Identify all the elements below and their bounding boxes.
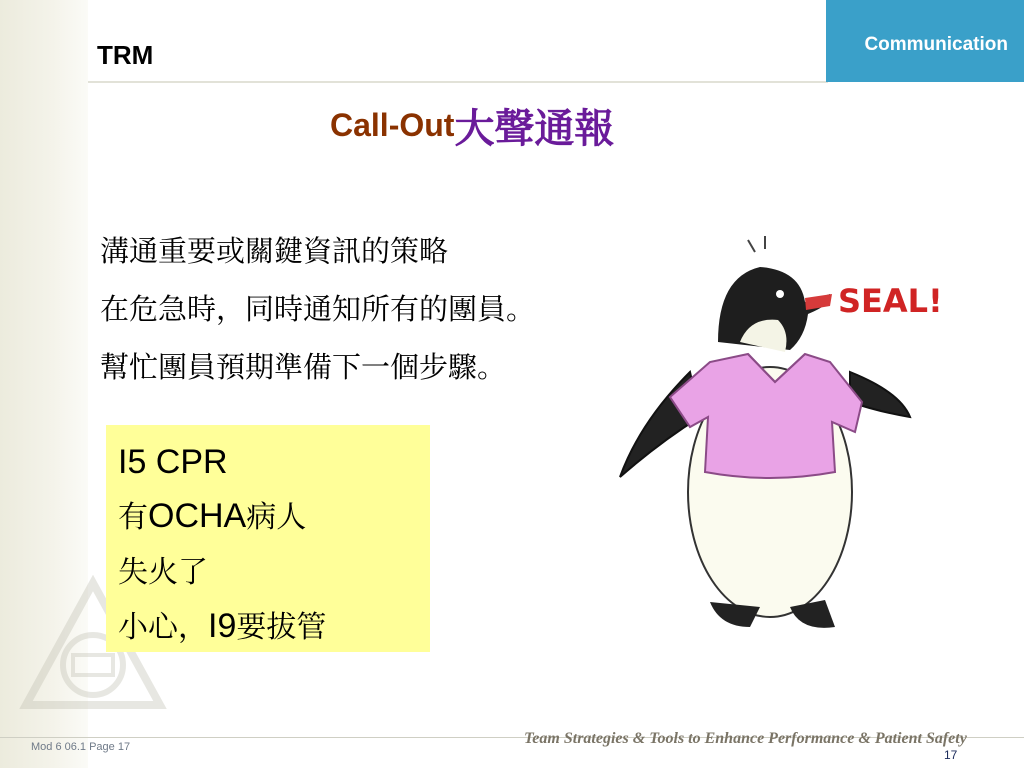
- example-text: I9: [208, 607, 237, 645]
- org-label: TRM: [97, 40, 154, 70]
- bullet-item: 溝通重要或關鍵資訊的策略: [100, 234, 449, 268]
- bullet-item: 幫忙團員預期準備下一個步驟。: [100, 350, 507, 384]
- speech-text: SEAL!: [838, 282, 943, 320]
- example-text: 小心，: [118, 610, 208, 645]
- page-number: 17: [944, 748, 958, 762]
- example-line: [118, 599, 430, 654]
- example-text: OCHA: [148, 497, 247, 535]
- header-divider: [88, 81, 828, 83]
- example-text: 失火了: [118, 555, 208, 590]
- section-tab: [826, 0, 1024, 82]
- example-text: I5 CPR: [118, 443, 228, 481]
- example-line: [118, 489, 430, 544]
- examples-box: [106, 425, 430, 652]
- slide-title: [330, 97, 615, 152]
- example-line: [118, 435, 430, 489]
- penguin-illustration: [600, 222, 950, 642]
- title-chinese: 大聲通報: [454, 105, 615, 152]
- section-tab-label: Communication: [864, 34, 1008, 55]
- bullet-item: 在危急時，同時通知所有的團員。: [100, 292, 536, 326]
- example-line: [118, 544, 430, 599]
- example-text: 有: [118, 500, 148, 535]
- footer-banner: Team Strategies & Tools to Enhance Performance & Patient Safety: [524, 730, 967, 747]
- example-text: 病人: [246, 500, 307, 535]
- bullet-list: [100, 222, 535, 396]
- example-text: 要拔管: [236, 610, 327, 645]
- footer-module-label: Mod 6 06.1 Page 17: [31, 741, 131, 753]
- title-english: Call-Out: [330, 107, 455, 143]
